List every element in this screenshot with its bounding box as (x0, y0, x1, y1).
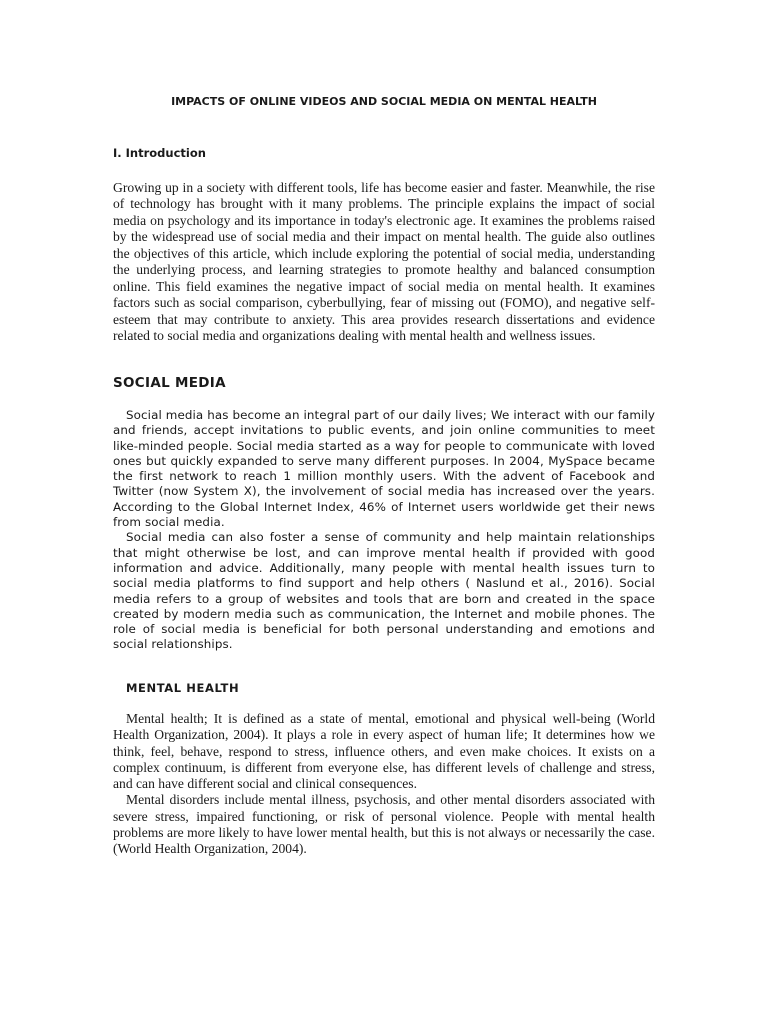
social-media-paragraph-1: Social media has become an integral part of our daily lives; We interact with our family and friends, accept invitations to public events, and join online communities to meet like-minded people. Social media started as a way for people to communicate with loved ones but quickly expanded to serve many different purposes. In 2004, MySpace became the first network to reach 1 million monthly users. With the advent of Facebook and Twitter (now System X), the involvement of social media has increased over the years. According to the Global Internet Index, 46% of Internet users worldwide get their news from social media. (113, 408, 655, 530)
mental-health-heading: MENTAL HEALTH (126, 681, 240, 695)
document-title: IMPACTS OF ONLINE VIDEOS AND SOCIAL MEDIA ON MENTAL HEALTH (171, 95, 597, 108)
mental-health-body (113, 711, 655, 858)
introduction-heading: I. Introduction (113, 146, 206, 160)
mental-health-paragraph-2: Mental disorders include mental illness, psychosis, and other mental disorders associated with severe stress, impaired functioning, or risk of personal violence. People with mental health problems are more likely to have lower mental health, but this is not always or necessarily the case. (World Health Organization, 2004). (113, 792, 655, 857)
social-media-paragraph-2: Social media can also foster a sense of community and help maintain relationships that might otherwise be lost, and can improve mental health if provided with good information and advice. Additionally, many people with mental health issues turn to social media platforms to find support and help others ( Naslund et al., 2016). Social media refers to a group of websites and tools that are born and created in the space created by modern media such as communication, the Internet and mobile phones. The role of social media is beneficial for both personal understanding and emotions and social relationships. (113, 530, 655, 652)
social-media-heading: SOCIAL MEDIA (113, 375, 226, 391)
mental-health-paragraph-1: Mental health; It is defined as a state of mental, emotional and physical well-being (World Health Organization, 2004). It plays a role in every aspect of human life; It determines how we think, feel, behave, respond to stress, influence others, and even make choices. It exists on a complex continuum, is different from everyone else, has different levels of challenge and stress, and can have different social and clinical consequences. (113, 711, 655, 792)
social-media-body (113, 408, 655, 653)
introduction-paragraph: Growing up in a society with different tools, life has become easier and faster. Meanwhile, the rise of technology has brought with it many problems. The principle explains the impact of social media on psychology and its importance in today's electronic age. It examines the problems raised by the widespread use of social media and their impact on mental health. The guide also outlines the objectives of this article, which include exploring the potential of social media, understanding the underlying process, and learning strategies to promote healthy and balanced consumption online. This field examines the negative impact of social media on mental health. It examines factors such as social comparison, cyberbullying, fear of missing out (FOMO), and negative self-esteem that may contribute to anxiety. This area provides research dissertations and evidence related to social media and organizations dealing with mental health and wellness issues. (113, 180, 655, 344)
